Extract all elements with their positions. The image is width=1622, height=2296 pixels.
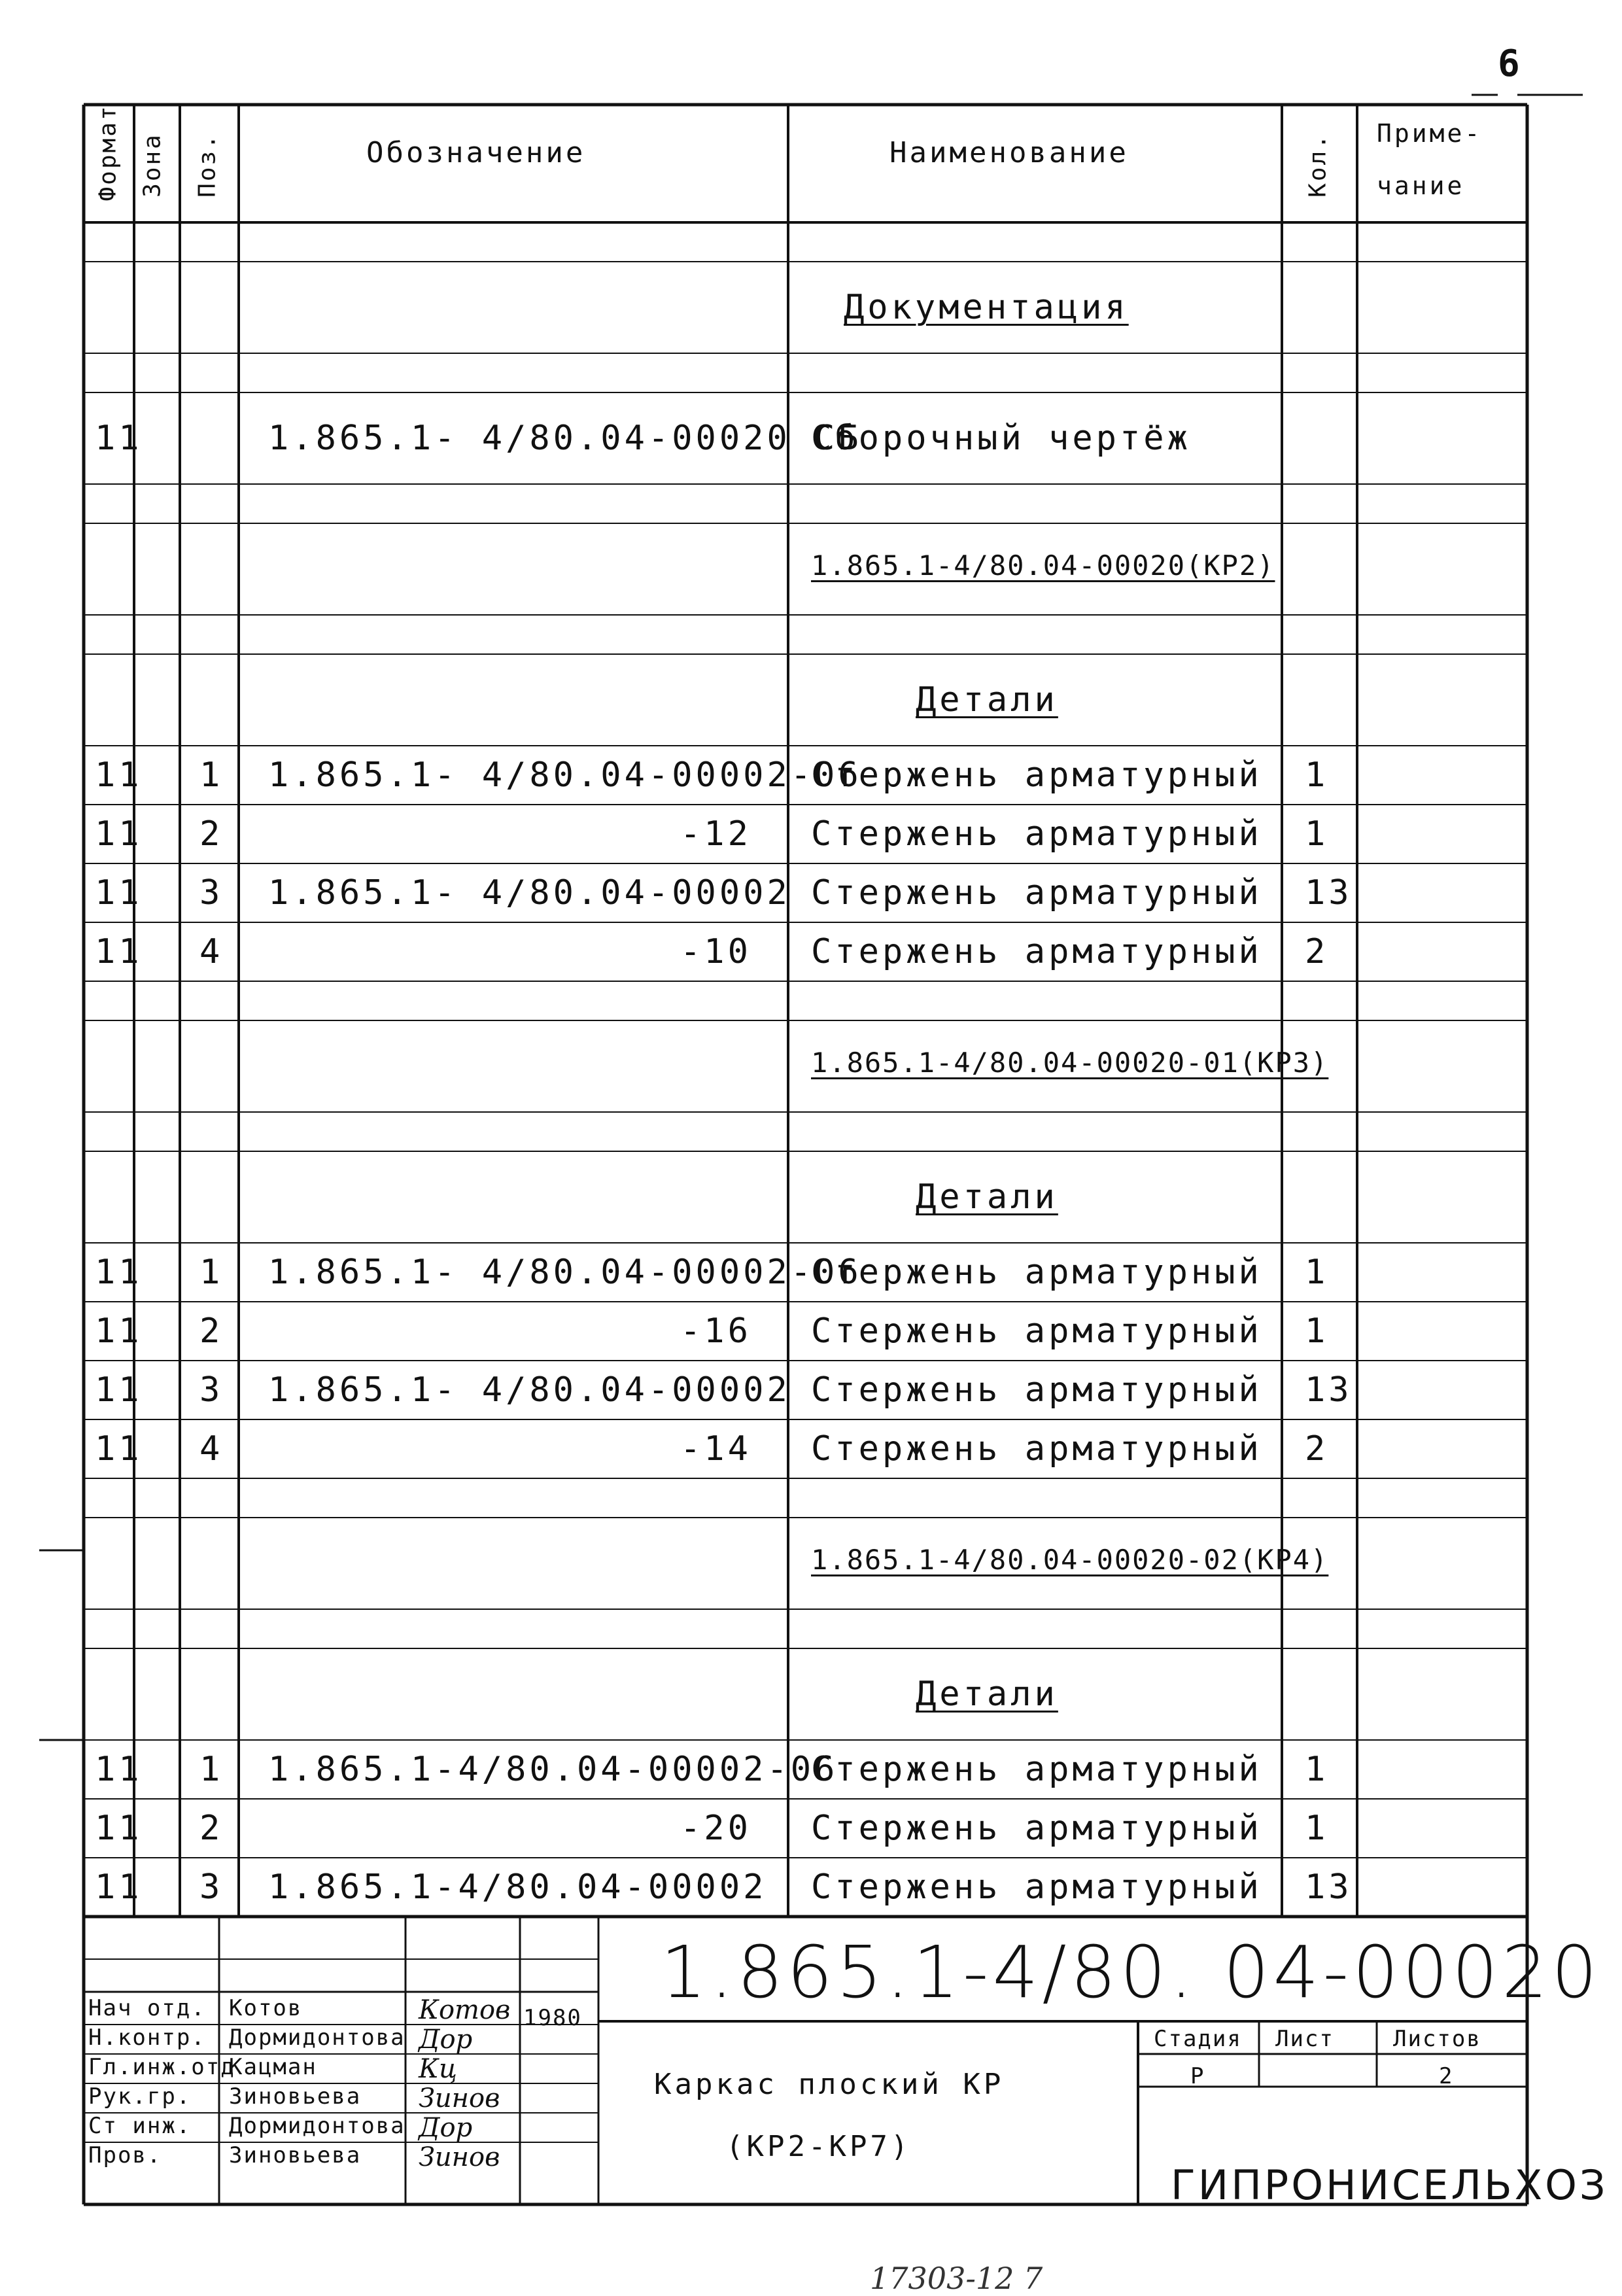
signer-name: Зиновьева: [229, 2142, 362, 2168]
row-name: Сборочный чертёж: [811, 419, 1191, 458]
section-heading: Документация: [844, 288, 1129, 327]
row-format: 11: [95, 756, 143, 795]
signer-role: Пров.: [88, 2142, 162, 2168]
signer-role: Рук.гр.: [88, 2083, 192, 2110]
sheets-value: 2: [1439, 2063, 1454, 2089]
row-designation: 1.865.1-4/80.04-00002-06: [268, 1750, 838, 1789]
header-designation: Обозначение: [366, 136, 586, 169]
stage-label: Стадия: [1154, 2026, 1242, 2052]
document-title-line1: Каркас плоский КР: [654, 2068, 1005, 2101]
header-format: Формат: [94, 104, 122, 201]
header-note-line1: Приме-: [1377, 119, 1483, 148]
signer-name: Кацман: [229, 2054, 317, 2080]
row-format: 11: [95, 873, 143, 913]
signature: Котов: [419, 1995, 511, 2025]
signature: Кц: [419, 2054, 457, 2084]
signer-name: Дормидонтова: [229, 2025, 406, 2051]
approval-year: 1980: [523, 2005, 582, 2031]
row-quantity: 13: [1305, 1370, 1353, 1410]
row-name: Стержень арматурный: [811, 814, 1262, 854]
row-quantity: 13: [1305, 1868, 1353, 1907]
row-designation: -10: [680, 932, 751, 971]
row-designation: 1.865.1- 4/80.04-00002-06: [268, 1253, 862, 1292]
row-name: Стержень арматурный: [811, 756, 1262, 795]
row-name: Стержень арматурный: [811, 1253, 1262, 1292]
section-heading: 1.865.1-4/80.04-00020(КР2): [811, 549, 1275, 582]
row-format: 11: [95, 1370, 143, 1410]
row-quantity: 1: [1305, 1750, 1329, 1789]
signer-name: Зиновьева: [229, 2083, 362, 2110]
row-position: 4: [199, 1429, 224, 1469]
row-position: 3: [199, 1370, 224, 1410]
page-number: 6: [1498, 43, 1520, 85]
signer-name: Дормидонтова: [229, 2113, 406, 2139]
row-designation: -20: [680, 1809, 751, 1848]
row-position: 3: [199, 1868, 224, 1907]
row-format: 11: [95, 1809, 143, 1848]
document-code: 1.865.1-4/80. 04-00020: [661, 1930, 1602, 2014]
row-name: Стержень арматурный: [811, 1809, 1262, 1848]
row-quantity: 2: [1305, 932, 1329, 971]
row-designation: 1.865.1- 4/80.04-00020 СБ: [268, 419, 862, 458]
row-designation: 1.865.1- 4/80.04-00002: [268, 873, 791, 913]
section-heading: 1.865.1-4/80.04-00020-02(КР4): [811, 1544, 1329, 1576]
row-position: 1: [199, 1750, 224, 1789]
row-format: 11: [95, 1253, 143, 1292]
row-designation: 1.865.1- 4/80.04-00002-06: [268, 756, 862, 795]
row-format: 11: [95, 419, 143, 458]
row-name: Стержень арматурный: [811, 932, 1262, 971]
section-heading: Детали: [916, 680, 1058, 720]
row-quantity: 1: [1305, 1253, 1329, 1292]
signer-role: Н.контр.: [88, 2025, 206, 2051]
signer-role: Гл.инж.отд: [88, 2054, 235, 2080]
row-format: 11: [95, 1429, 143, 1469]
row-position: 4: [199, 932, 224, 971]
row-quantity: 2: [1305, 1429, 1329, 1469]
row-format: 11: [95, 932, 143, 971]
sheet-label: Лист: [1275, 2026, 1334, 2052]
row-quantity: 1: [1305, 1312, 1329, 1351]
row-name: Стержень арматурный: [811, 873, 1262, 913]
row-position: 1: [199, 1253, 224, 1292]
header-name: Наименование: [889, 136, 1129, 169]
section-heading: Детали: [916, 1177, 1058, 1217]
row-designation: -14: [680, 1429, 751, 1469]
row-name: Стержень арматурный: [811, 1429, 1262, 1469]
row-format: 11: [95, 1312, 143, 1351]
row-quantity: 1: [1305, 756, 1329, 795]
row-designation: 1.865.1- 4/80.04-00002: [268, 1370, 791, 1410]
row-position: 2: [199, 1312, 224, 1351]
row-quantity: 13: [1305, 873, 1353, 913]
signature: Дор: [419, 2025, 473, 2055]
header-position: Поз.: [194, 133, 221, 198]
row-quantity: 1: [1305, 1809, 1329, 1848]
row-format: 11: [95, 1868, 143, 1907]
signature: Зинов: [419, 2142, 500, 2172]
row-quantity: 1: [1305, 814, 1329, 854]
row-name: Стержень арматурный: [811, 1868, 1262, 1907]
row-name: Стержень арматурный: [811, 1750, 1262, 1789]
signer-role: Ст инж.: [88, 2113, 192, 2139]
row-format: 11: [95, 1750, 143, 1789]
row-designation: -12: [680, 814, 751, 854]
row-position: 2: [199, 814, 224, 854]
section-heading: 1.865.1-4/80.04-00020-01(КР3): [811, 1047, 1329, 1079]
header-note-line2: чание: [1377, 171, 1465, 200]
stage-value: Р: [1190, 2063, 1205, 2089]
row-position: 3: [199, 873, 224, 913]
sheets-label: Листов: [1393, 2026, 1481, 2052]
signer-name: Котов: [229, 1995, 303, 2021]
row-name: Стержень арматурный: [811, 1370, 1262, 1410]
signature: Зинов: [419, 2083, 500, 2113]
row-position: 2: [199, 1809, 224, 1848]
document-title-line2: (КР2-КР7): [726, 2130, 912, 2163]
organization-name: ГИПРОНИСЕЛЬХОЗ: [1171, 2161, 1608, 2209]
row-format: 11: [95, 814, 143, 854]
archive-number: 17303-12 7: [870, 2261, 1043, 2296]
signer-role: Нач отд.: [88, 1995, 206, 2021]
row-designation: 1.865.1-4/80.04-00002: [268, 1868, 767, 1907]
header-zone: Зона: [139, 133, 166, 198]
row-position: 1: [199, 756, 224, 795]
header-quantity: Кол.: [1304, 133, 1332, 198]
signature: Дор: [419, 2113, 473, 2143]
row-designation: -16: [680, 1312, 751, 1351]
row-name: Стержень арматурный: [811, 1312, 1262, 1351]
section-heading: Детали: [916, 1675, 1058, 1714]
